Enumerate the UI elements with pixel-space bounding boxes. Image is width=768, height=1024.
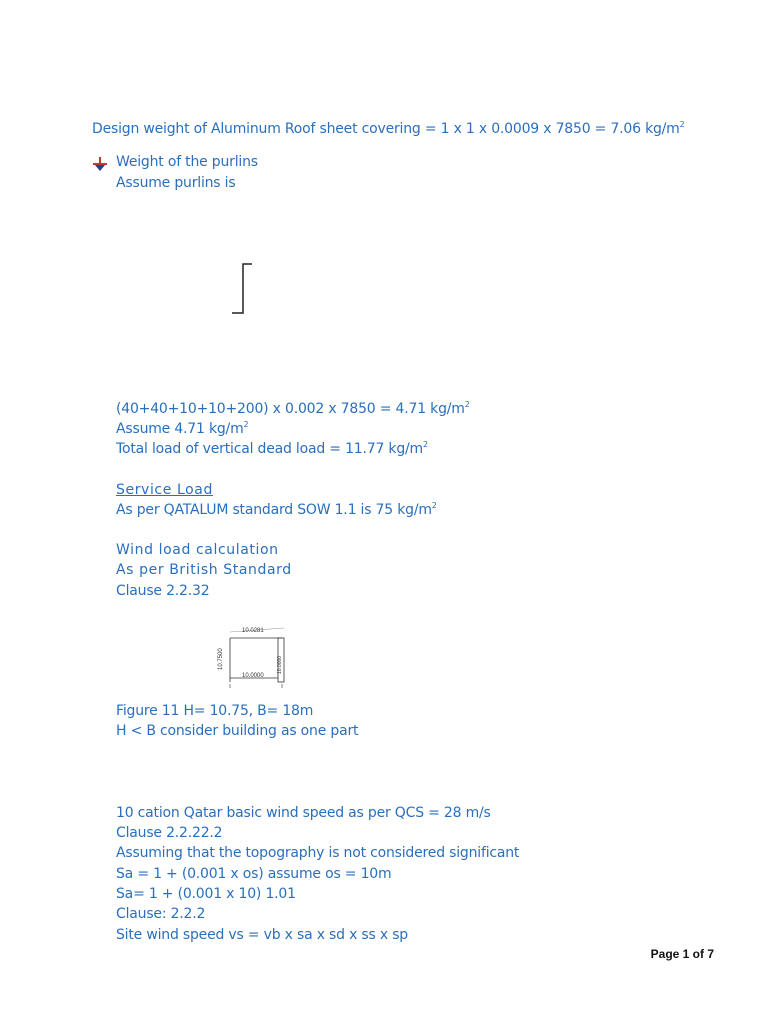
line-clause-2-2-22-2: Clause 2.2.22.2 (116, 825, 223, 841)
line-sa-value: Sa= 1 + (0.001 x 10) 1.01 (116, 886, 296, 902)
line-clause-2-2-2: Clause: 2.2.2 (116, 906, 206, 922)
line-purlin-calc: (40+40+10+10+200) x 0.002 x 7850 = 4.71 $kg/m^2$ (116, 400, 470, 417)
bullet-plus-arrow-icon (92, 156, 108, 172)
purlin-section-icon (228, 262, 256, 316)
heading-service-load: Service Load (116, 482, 213, 498)
figure-left-dim: 10.7500 (218, 648, 224, 670)
figure-right-dim: 10.0000 (277, 655, 283, 674)
line-sa-formula: Sa = 1 + (0.001 x os) assume os = 10m (116, 866, 392, 882)
line-site-wind-speed: Site wind speed vs = vb x sa x sd x ss x sp (116, 927, 408, 943)
line-basic-wind-speed: 10 cation Qatar basic wind speed as per QCS = 28 m/s (116, 805, 491, 821)
page-number: Page 1 of 7 (650, 947, 714, 961)
line-topography: Assuming that the topography is not considered significant (116, 845, 520, 861)
figure-bottom-dim: 10.0000 (242, 673, 264, 679)
line-qatalum-standard: As per QATALUM standard SOW 1.1 is 75 $kg/m^2$ (116, 501, 437, 518)
line-purlins-weight: Weight of the purlins (116, 154, 258, 170)
line-roof-sheet-weight: Design weight of Aluminum Roof sheet covering = 1 x 1 x 0.0009 x 7850 = 7.06 $kg/m^2$ (92, 120, 685, 137)
line-assume-purlins: Assume purlins is (116, 175, 236, 191)
heading-wind-load: Wind load calculation (116, 542, 279, 558)
line-assume-purlin-weight: Assume 4.71 $kg/m^2$ (116, 420, 249, 437)
heading-british-standard: As per British Standard (116, 562, 292, 578)
line-h-less-b: H < B consider building as one part (116, 723, 359, 739)
line-clause-2-2-32: Clause 2.2.32 (116, 583, 210, 599)
line-figure-11: Figure 11 H= 10.75, B= 18m (116, 703, 314, 719)
line-total-dead-load: Total load of vertical dead load = 11.77 $kg/m^2$ (116, 440, 428, 457)
figure-top-dim: 10.0281 (242, 628, 264, 634)
building-frame-figure (212, 622, 292, 690)
